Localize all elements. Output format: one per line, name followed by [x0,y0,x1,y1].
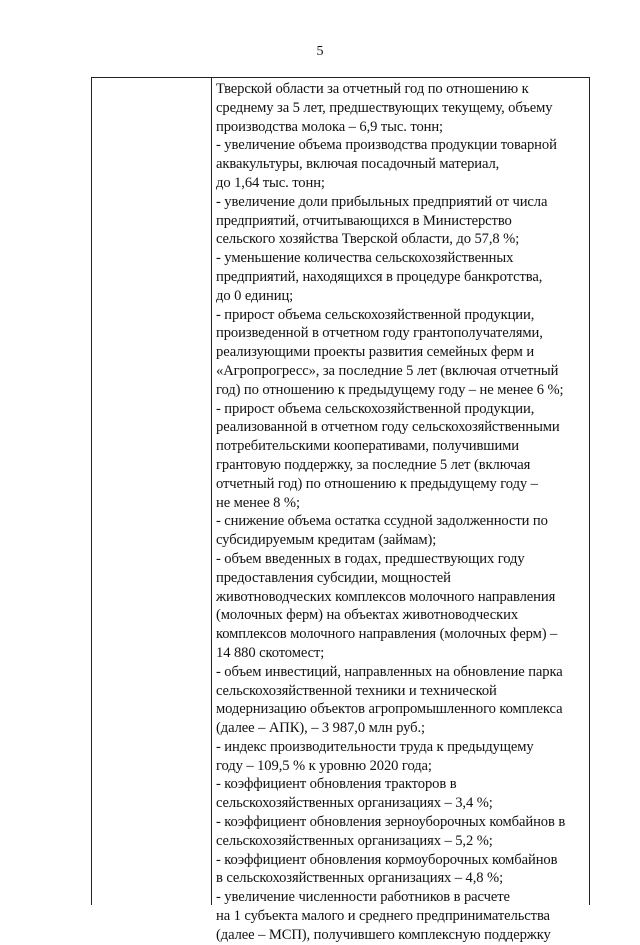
text-line: - уменьшение количества сельскохозяйственных [216,250,514,267]
text-line: в сельскохозяйственных организациях – 4,8 %; [216,870,504,887]
text-line: до 1,64 тыс. тонн; [216,174,325,191]
text-line: сельского хозяйства Тверской области, до 57,8 %; [216,231,520,248]
text-line: - снижение объема остатка ссудной задолженности по [216,513,548,530]
text-line: предприятий, находящихся в процедуре банкротства, [216,268,543,285]
text-line: - объем инвестиций, направленных на обновление парка [216,663,563,680]
text-line: животноводческих комплексов молочного направления [216,588,556,605]
text-line: не менее 8 %; [216,494,300,511]
text-line: потребительскими кооперативами, получившими [216,438,520,455]
text-line: - коэффициент обновления кормоуборочных комбайнов [216,851,558,868]
text-line: году – 109,5 % к уровню 2020 года; [216,757,432,774]
document-table [91,77,590,943]
text-line: 14 880 скотомест; [216,644,325,661]
text-line: сельскохозяйственных организациях – 5,2 %; [216,832,493,849]
text-line: произведенной в отчетном году грантополучателями, [216,325,543,342]
text-line: предоставления субсидии, мощностей [216,569,451,586]
text-line: - увеличение численности работников в расчете [216,889,510,906]
text-line: (молочных ферм) на объектах животноводческих [216,607,519,624]
text-line: производства молока – 6,9 тыс. тонн; [216,118,444,135]
text-line: аквакультуры, включая посадочный материал, [216,156,500,173]
text-line: - прирост объема сельскохозяйственной продукции, [216,306,535,323]
text-line: субсидируемым кредитам (займам); [216,532,437,549]
text-line: грантовую поддержку, за последние 5 лет (включая [216,456,531,473]
text-line: реализованной в отчетном году сельскохозяйственными [216,419,560,436]
text-line: сельскохозяйственных организациях – 3,4 %; [216,795,493,812]
text-line: - индекс производительности труда к предыдущему [216,738,534,755]
text-line: отчетный год) по отношению к предыдущему году – [216,475,538,492]
text-line: среднему за 5 лет, предшествующих текущему, объему [216,99,553,116]
page-number: 5 [316,44,324,59]
text-line: год) по отношению к предыдущему году – не менее 6 %; [216,381,564,398]
text-line: - коэффициент обновления зерноуборочных комбайнов в [216,814,566,831]
table-left-cell [92,78,212,905]
text-line: - объем введенных в годах, предшествующих году [216,550,525,567]
text-line: сельскохозяйственной техники и технической [216,682,497,699]
text-line: «Агропрогресс», за последние 5 лет (включая отчетный [216,362,559,379]
text-line: - увеличение объема производства продукции товарной [216,137,557,154]
text-line: реализующими проекты развития семейных ферм и [216,344,535,361]
text-line: до 0 единиц; [216,287,294,304]
text-line: (далее – МСП), получившего комплексную поддержку [216,926,551,943]
text-line: предприятий, отчитывающихся в Министерство [216,212,512,229]
text-line: Тверской области за отчетный год по отношению к [216,81,529,97]
text-line: комплексов молочного направления (молочных ферм) – [216,626,558,643]
text-line: - прирост объема сельскохозяйственной продукции, [216,400,535,417]
text-line: на 1 субъекта малого и среднего предпринимательства [216,908,550,925]
table-right-cell [216,80,588,943]
text-line: (далее – АПК), – 3 987,0 млн руб.; [216,720,425,737]
text-line: - увеличение доли прибыльных предприятий от числа [216,193,548,210]
text-line: - коэффициент обновления тракторов в [216,776,457,793]
text-line: модернизацию объектов агропромышленного комплекса [216,701,563,718]
